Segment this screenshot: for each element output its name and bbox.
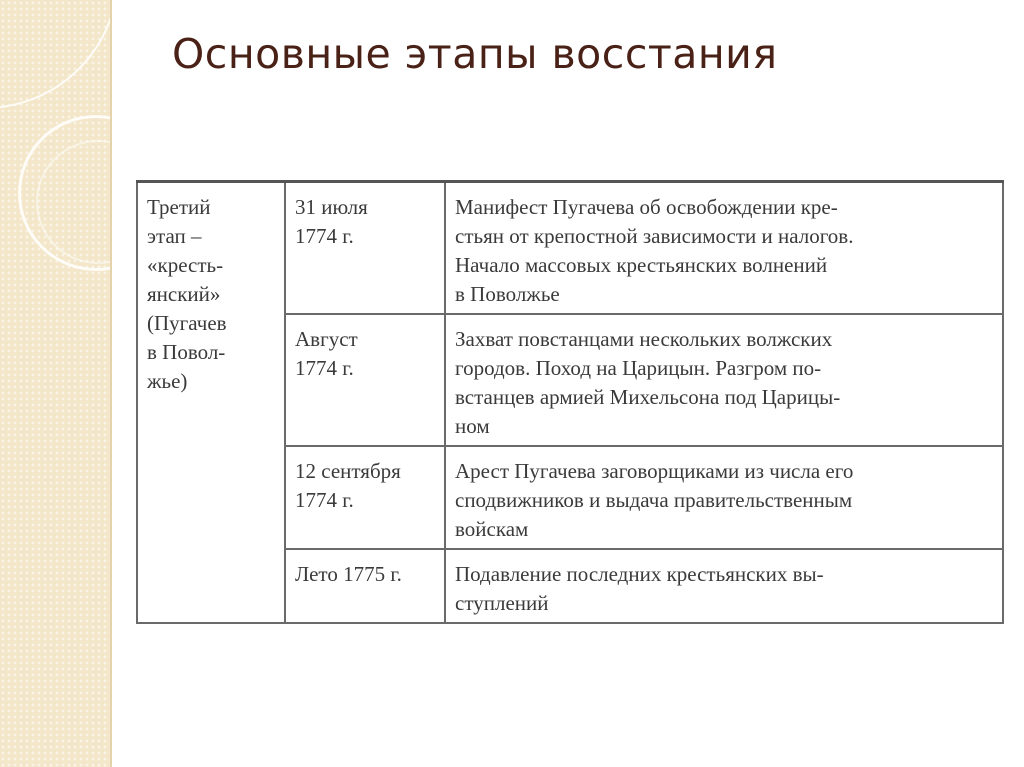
date-line: 1774 г. [295,224,354,248]
description-line: Захват повстанцами нескольких волжских [455,327,833,351]
description-cell [445,446,1003,549]
description-line: ступлений [455,591,549,615]
description-line: городов. Поход на Царицын. Разгром по- [455,356,822,380]
date-cell [285,446,445,549]
stage-line: (Пугачев [147,311,227,335]
stage-line: в Повол- [147,340,226,364]
sidebar-divider [110,0,112,767]
description-line: Подавление последних крестьянских вы- [455,562,824,586]
stage-cell [137,182,285,624]
description-line: ном [455,414,490,438]
date-line: 12 сентября [295,459,401,483]
description-cell [445,182,1003,315]
stage-line: Третий [147,195,211,219]
date-cell [285,549,445,623]
stage-line: янский» [147,282,221,306]
description-line: стьян от крепостной зависимости и налогов. [455,224,854,248]
decorative-sidebar [0,0,112,767]
description-cell [445,549,1003,623]
date-line: 1774 г. [295,488,354,512]
description-line: в Поволжье [455,282,560,306]
description-cell [445,314,1003,446]
description-line: Начало массовых крестьянских волнений [455,253,828,277]
date-cell [285,314,445,446]
stage-line: жье) [147,369,188,393]
uprising-stages-table [136,180,1004,624]
decorative-ring [0,0,112,109]
slide-title: Основные этапы восстания [172,30,778,78]
description-line: Арест Пугачева заговорщиками из числа его [455,459,854,483]
date-line: Лето 1775 г. [295,562,402,586]
uprising-stages-table-container [136,180,1002,624]
stage-line: «кресть- [147,253,224,277]
description-line: сподвижников и выдача правительственным [455,488,853,512]
description-line: войскам [455,517,529,541]
description-line: Манифест Пугачева об освобождении кре- [455,195,838,219]
date-line: Август [295,327,358,351]
date-line: 1774 г. [295,356,354,380]
stage-line: этап – [147,224,202,248]
date-line: 31 июля [295,195,368,219]
description-line: встанцев армией Михельсона под Царицы- [455,385,841,409]
table-row [137,182,1003,315]
date-cell [285,182,445,315]
